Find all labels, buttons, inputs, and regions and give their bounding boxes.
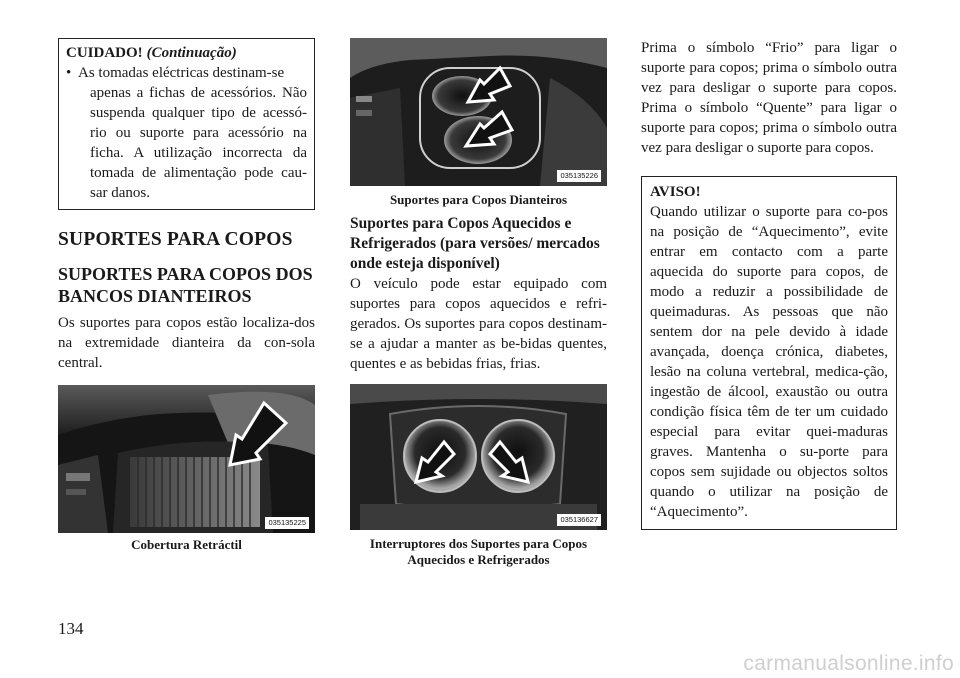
roll-cover bbox=[130, 457, 260, 527]
bullet-dot-icon: • bbox=[66, 65, 72, 81]
warning-text: Quando utilizar o suporte para co-pos na posição de “Aquecimento”, evite entrar em contacto com a parte aquecida do suporte para copos, de modo a reduzir a possibilidade de queimaduras. As pessoas que não sentem dor na pele devido à idade avançada, doença crónica, diabetes, lesão na coluna vertebral, medica-ção, ingestão de álcool, exaustão ou outra condição física têm de ter um cuidado especial para evitar quei-maduras graves. Mantenha o su-porte para copos sem sujidade ou objectos soltos quando o utilizar na posição de “Aquecimento”. bbox=[650, 204, 888, 520]
instructions-text: Prima o símbolo “Frio” para ligar o suporte para copos; prima o símbolo outra vez para desligar o suporte para copos. Prima o símbolo “Quente” para ligar o suporte para copos; prima o símbolo outra vez para desligar o suporte para copos. bbox=[641, 40, 897, 156]
caution-continued: (Continuação) bbox=[146, 45, 237, 61]
caution-bullet-rest: apenas a fichas de acessórios. Não suspenda qualquer tipo de acessó-rio ou suporte para acessório na ficha. A utilização incorrecta da tomada de alimentação pode cau-sar danos. bbox=[90, 85, 307, 201]
figure-code: 035135225 bbox=[265, 517, 309, 529]
caution-label: CUIDADO! bbox=[66, 45, 143, 61]
column-left bbox=[58, 38, 315, 553]
figure-code: 035135226 bbox=[557, 170, 601, 182]
figure-caption: Cobertura Retráctil bbox=[131, 537, 242, 552]
caution-box bbox=[58, 38, 315, 210]
intro-text: Os suportes para copos estão localiza-dos na extremidade dianteira da con-sola central. bbox=[58, 315, 315, 371]
caution-bullet bbox=[66, 63, 307, 203]
figure-retractable-cover bbox=[58, 385, 315, 533]
figure-front-cupholders bbox=[350, 38, 607, 186]
heated-cupholders-title: Suportes para Copos Aquecidos e Refrigerados (para versões/ mercados onde esteja disponível) bbox=[350, 215, 600, 272]
column-middle bbox=[350, 38, 607, 568]
subsection-title: SUPORTES PARA COPOS DOS BANCOS DIANTEIROS bbox=[58, 264, 313, 306]
warning-box bbox=[641, 176, 897, 530]
figure-heated-switches bbox=[350, 384, 607, 530]
caution-bullet-first: As tomadas eléctricas destinam-se bbox=[78, 65, 285, 81]
heated-cupholders-text: O veículo pode estar equipado com suportes para copos aquecidos e refri-gerados. Os suportes para copos destinam-se a ajudar a manter as be-bidas quentes, quentes e as bebidas frias, frias. bbox=[350, 276, 607, 372]
warning-title: AVISO! bbox=[650, 184, 701, 200]
watermark: carmanualsonline.info bbox=[743, 652, 954, 675]
section-title: SUPORTES PARA COPOS bbox=[58, 229, 293, 250]
page-number: 134 bbox=[58, 619, 84, 638]
retractable-cover-illustration bbox=[58, 385, 315, 533]
figure-code: 035136627 bbox=[557, 514, 601, 526]
figure-caption: Interruptores dos Suportes para Copos Aquecidos e Refrigerados bbox=[369, 536, 588, 567]
heated-switches-illustration bbox=[350, 384, 607, 530]
figure-caption: Suportes para Copos Dianteiros bbox=[389, 192, 568, 207]
column-right bbox=[641, 38, 897, 530]
front-cupholders-illustration bbox=[350, 38, 607, 186]
caution-title bbox=[66, 44, 307, 63]
